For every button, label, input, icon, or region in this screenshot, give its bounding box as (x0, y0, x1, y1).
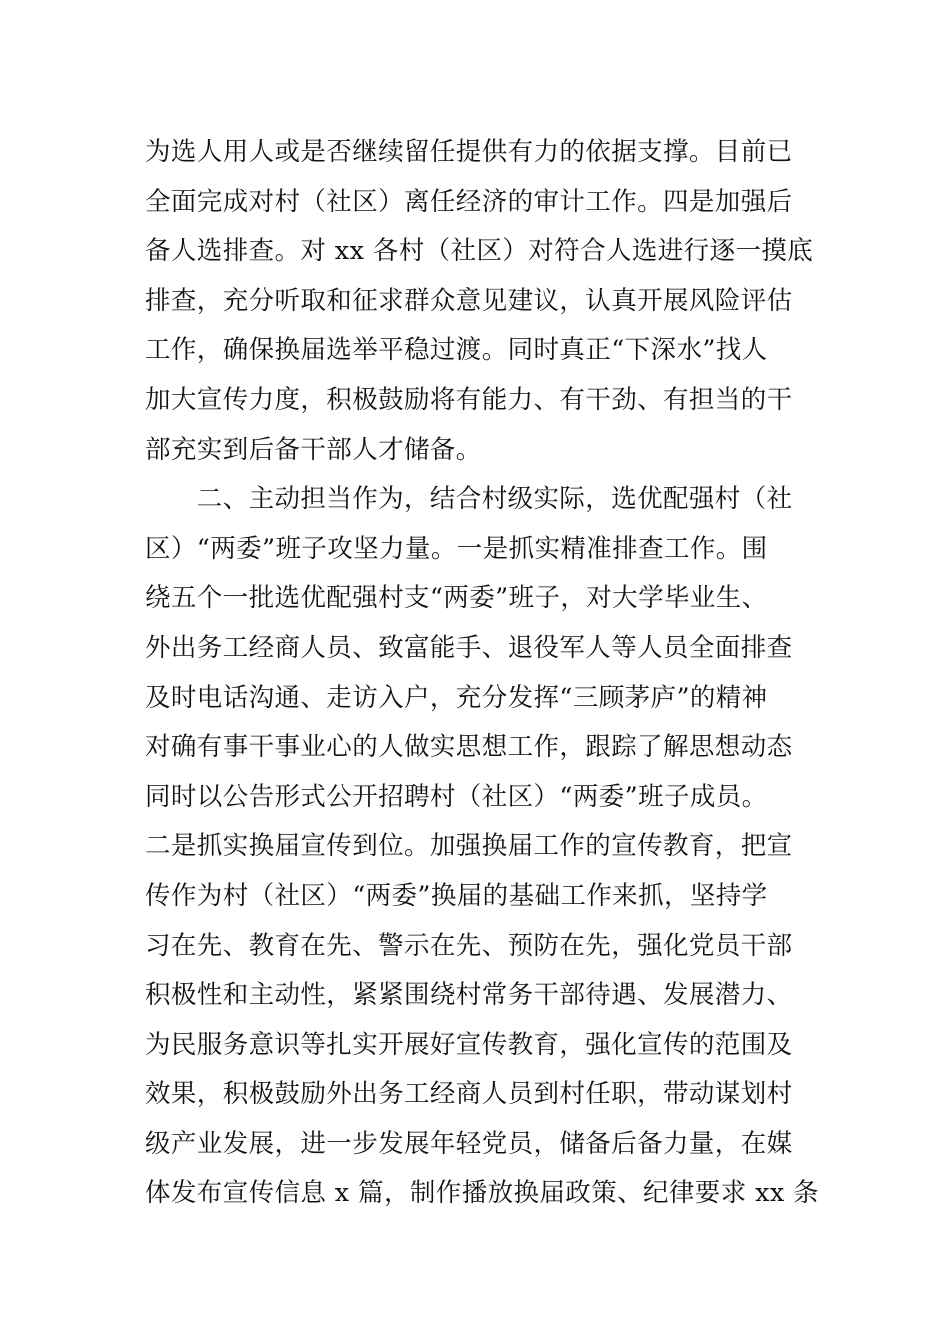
text-line: 全面完成对村（社区）离任经济的审计工作。四是加强后 (145, 186, 793, 217)
text-line: 为民服务意识等扎实开展好宣传教育，强化宣传的范围及 (145, 1029, 793, 1060)
text-line: 备人选排查。对 xx 各村（社区）对符合人选进行逐一摸底 (145, 236, 814, 267)
text-line: 部充实到后备干部人才储备。 (145, 434, 482, 465)
text-line: 绕五个一批选优配强村支“两委”班子，对大学毕业生、 (145, 583, 768, 614)
text-line: 区）“两委”班子攻坚力量。一是抓实精准排查工作。围 (145, 533, 768, 564)
text-line: 二、主动担当作为，结合村级实际，选优配强村（社 (145, 484, 793, 515)
text-line: 对确有事干事业心的人做实思想工作，跟踪了解思想动态 (145, 732, 793, 763)
text-line: 外出务工经商人员、致富能手、退役军人等人员全面排查 (145, 632, 793, 663)
text-line: 二是抓实换届宣传到位。加强换届工作的宣传教育，把宣 (145, 831, 793, 862)
body-text (145, 128, 820, 1219)
text-line: 传作为村（社区）“两委”换届的基础工作来抓，坚持学 (145, 880, 768, 911)
text-line: 及时电话沟通、走访入户，充分发挥“三顾茅庐”的精神 (145, 682, 768, 713)
text-line: 级产业发展，进一步发展年轻党员，储备后备力量，在媒 (145, 1128, 793, 1159)
text-line: 效果，积极鼓励外出务工经商人员到村任职，带动谋划村 (145, 1079, 793, 1110)
text-line: 同时以公告形式公开招聘村（社区）“两委”班子成员。 (145, 781, 768, 812)
text-line: 工作，确保换届选举平稳过渡。同时真正“下深水”找人 (145, 335, 768, 366)
text-line: 为选人用人或是否继续留任提供有力的依据支撑。目前已 (145, 137, 793, 167)
text-line: 习在先、教育在先、警示在先、预防在先，强化党员干部 (145, 930, 793, 961)
text-line: 加大宣传力度，积极鼓励将有能力、有干劲、有担当的干 (145, 384, 793, 415)
text-line: 积极性和主动性，紧紧围绕村常务干部待遇、发展潜力、 (145, 980, 793, 1011)
text-line: 体发布宣传信息 x 篇，制作播放换届政策、纪律要求 xx 条 (145, 1178, 820, 1209)
text-line: 排查，充分听取和征求群众意见建议，认真开展风险评估 (145, 285, 793, 316)
